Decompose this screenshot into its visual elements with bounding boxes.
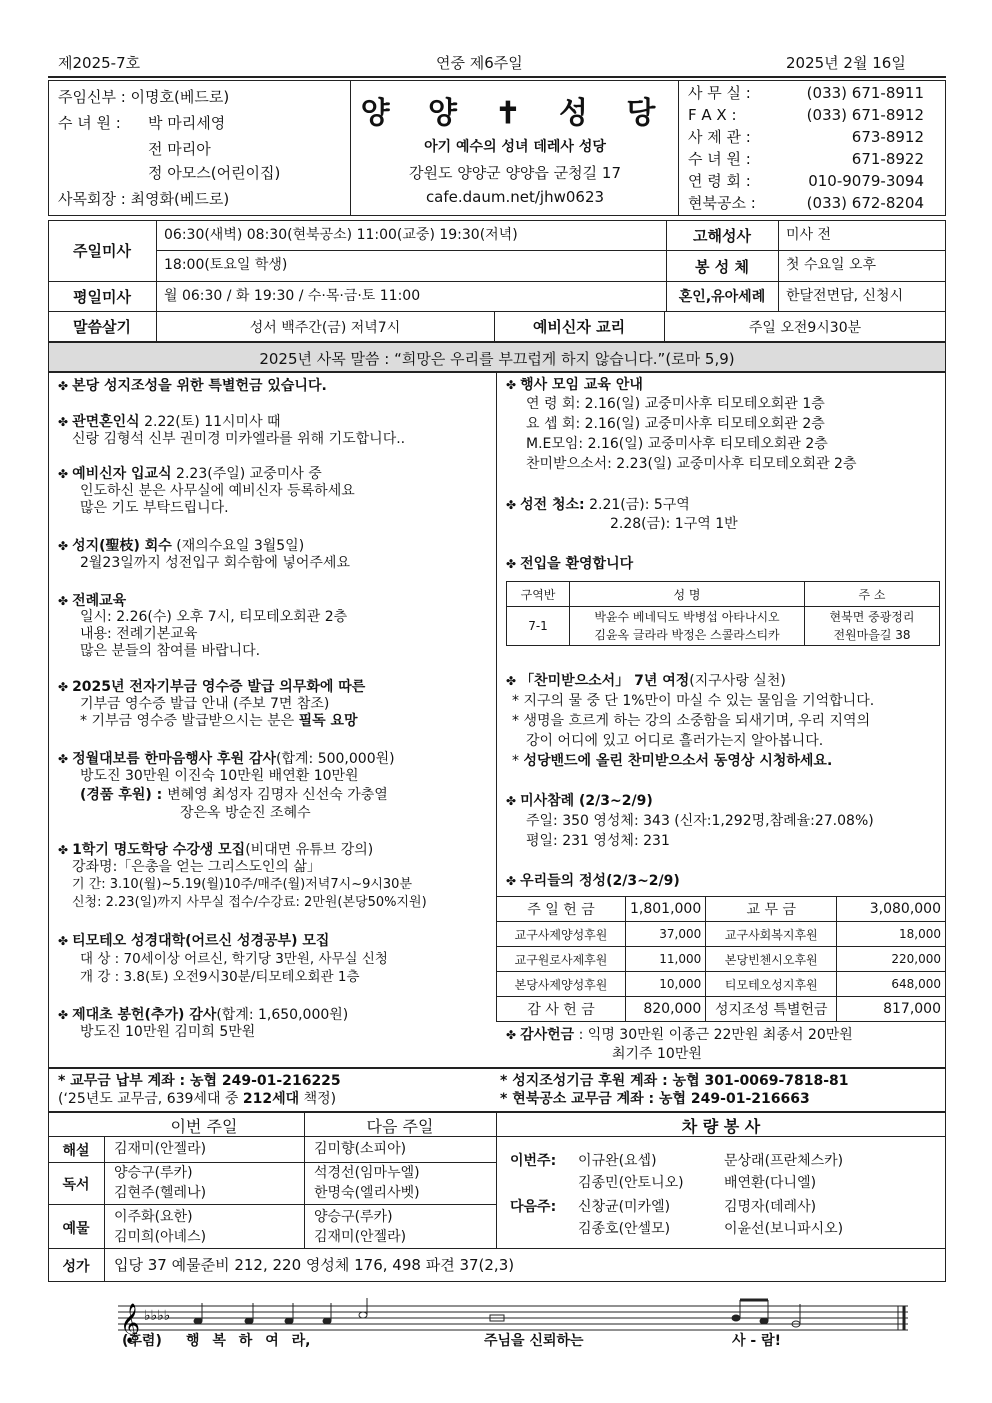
notice-bible-college-l2: 대 상 : 70세이상 어르신, 학기당 3만원, 사무실 신청 [80, 951, 388, 967]
sunday-mass-times: 06:30(새벽) 08:30(현북공소) 11:00(교중) 19:30(저녁) [164, 227, 518, 243]
notice-laudato-l3: * 생명을 흐르게 하는 강의 소중함을 되새기며, 우리 지역의 [512, 713, 871, 729]
lyric-line-1: 행 복 하 여 라, [186, 1333, 311, 1349]
welcome-col-address: 주 소 [805, 582, 940, 607]
contact-number: (033) 672-8204 [806, 194, 924, 212]
notice-receipt: ✤ 2025년 전자기부금 영수증 발급 의무화에 따른 [58, 679, 366, 695]
notice-cleaning-l2: 2.28(금): 1구역 1반 [610, 516, 738, 532]
confession-value: 미사 전 [786, 227, 832, 243]
notice-school: ✤ 1학기 명도학당 수강생 모집(비대면 유튜브 강의) [58, 842, 374, 858]
account-hyeonbuk: * 현북공소 교무금 계좌 : 농협 249-01-216663 [500, 1091, 810, 1107]
notice-attendance: ✤ 미사참례 (2/3~2/9) [506, 793, 653, 809]
car-this-week-1: 이규완(요셉) [578, 1153, 657, 1169]
weekday-mass-label: 평일미사 [73, 288, 131, 306]
welcome-col-name: 성 명 [570, 582, 805, 607]
bullet-icon: ✤ [506, 557, 517, 571]
gifts-this-week-1: 이주화(요한) [114, 1209, 193, 1225]
offering-category: 교구사제양성후원 [497, 922, 626, 947]
nun-1: 박 마리세영 [148, 114, 226, 132]
catechumen-label: 예비신자 교리 [532, 318, 626, 336]
contact-label: 사 제 관 : [688, 128, 751, 146]
welcome-area: 7-1 [507, 607, 570, 646]
notice-cleaning: ✤ 성전 청소: 2.21(금): 5구역 [506, 497, 690, 513]
bullet-icon: ✤ [58, 467, 69, 481]
offering-amount: 10,000 [626, 972, 706, 997]
notice-liturgy: ✤ 전례교육 [58, 593, 127, 609]
welcome-col-area: 구역반 [507, 582, 570, 607]
offering-amount: 1,801,000 [626, 897, 706, 922]
notice-liturgy-l4: 많은 분들의 참여를 바랍니다. [80, 643, 261, 659]
role-reading: 독서 [62, 1177, 90, 1193]
car-this-week-3: 김종민(안토니오) [578, 1175, 684, 1191]
contact-number: 010-9079-3094 [808, 172, 924, 190]
bullet-icon: ✤ [506, 794, 517, 808]
notice-full-moon-l3: (경품 후원) : 변혜영 최성자 김명자 신선숙 가충열 [80, 787, 388, 803]
church-address: 강원도 양양군 양양읍 군청길 17 [408, 164, 622, 182]
bullet-icon: ✤ [58, 843, 69, 857]
notice-full-moon: ✤ 정월대보름 한마음행사 후원 감사(합계: 500,000원) [58, 751, 395, 767]
offering-category: 본당빈첸시오후원 [706, 947, 837, 972]
contact-label: 현북공소 : [688, 194, 756, 212]
hymn-label: 성가 [62, 1259, 90, 1275]
lyric-line-2: 주님을 신뢰하는 [484, 1333, 584, 1349]
offering-category: 감 사 헌 금 [497, 997, 626, 1022]
lyric-refrain: (후렴) [122, 1333, 162, 1349]
notice-laudato-l4: 강이 어디에 있고 어디로 흘러가는지 알아봅니다. [526, 733, 824, 749]
notice-liturgy-l3: 내용: 전례기본교육 [80, 626, 198, 642]
notice-thanks-offering: ✤ 감사헌금 : 익명 30만원 이종근 22만원 최종서 20만원 [506, 1027, 853, 1043]
contact-label: 사 무 실 : [688, 84, 751, 102]
notice-receipt-l2: 기부금 영수증 발급 안내 (주보 7면 참조) [80, 696, 330, 712]
lyric-line-3: 사 - 람! [732, 1333, 781, 1349]
offering-amount: 817,000 [837, 997, 946, 1022]
offering-amount: 11,000 [626, 947, 706, 972]
reading-next-week-2: 한명숙(엘리사벳) [314, 1185, 420, 1201]
weekday-mass-times: 월 06:30 / 화 19:30 / 수·목·금·토 11:00 [164, 288, 421, 304]
wedding-value: 한달전면담, 신청시 [786, 288, 904, 304]
offering-amount: 648,000 [837, 972, 946, 997]
offering-category: 교구사회복지후원 [706, 922, 837, 947]
catechumen-value: 주일 오전9시30분 [748, 320, 862, 336]
car-this-week-label: 이번주: [510, 1153, 557, 1169]
notice-laudato-si: ✤ 「찬미받으소서」 7년 여정(지구사랑 실천) [506, 673, 786, 689]
church-name: 양 양 ✝ 성 당 [360, 96, 670, 131]
notice-school-l3: 기 간: 3.10(월)~5.19(월)10주/매주(월)저녁7시~9시30분 [72, 877, 413, 892]
bullet-icon: ✤ [58, 539, 69, 553]
role-commentary: 해설 [62, 1143, 90, 1159]
car-next-week-3: 김종호(안셀모) [578, 1221, 671, 1237]
role-gifts: 예물 [62, 1221, 90, 1237]
notice-bible-college-l3: 개 강 : 3.8(토) 오전9시30분/티모테오회관 1층 [80, 969, 360, 985]
notice-thanks-offering-l2: 최기주 10만원 [612, 1046, 702, 1062]
bullet-icon: ✤ [58, 415, 69, 429]
contact-number: (033) 671-8911 [806, 84, 924, 102]
offering-row [497, 972, 946, 997]
offering-amount: 18,000 [837, 922, 946, 947]
notice-catechumen-l2: 인도하신 분은 사무실에 예비신자 등록하세요 [80, 483, 355, 499]
offering-amount: 220,000 [837, 947, 946, 972]
bullet-icon: ✤ [506, 674, 517, 688]
issue-number: 제2025-7호 [58, 54, 141, 72]
notice-school-l2: 강좌명:「은총을 얻는 그리스도인의 삶」 [72, 859, 321, 875]
nuns-label: 수 녀 원 : [58, 114, 121, 132]
gifts-next-week-2: 김재미(안젤라) [314, 1229, 407, 1245]
offering-category: 성지조성 특별헌금 [706, 997, 837, 1022]
notice-candle: ✤ 제대초 봉헌(추가) 감사(합계: 1,650,000원) [58, 1007, 349, 1023]
notice-catechumen-l3: 많은 기도 부탁드립니다. [80, 500, 229, 516]
notice-wedding: ✤ 관면혼인식 2.22(토) 11시미사 때 [58, 414, 281, 430]
notice-liturgy-l2: 일시: 2.26(수) 오후 7시, 티모테오회관 2층 [80, 609, 348, 625]
offering-category: 교구원로사제후원 [497, 947, 626, 972]
contact-number: 671-8922 [851, 150, 924, 168]
account-tithe-note: (‘25년도 교무금, 639세대 중 212세대 책정) [58, 1091, 337, 1107]
notice-bible-college: ✤ 티모테오 성경대학(어르신 성경공부) 모집 [58, 933, 330, 949]
council-president: 사목회장 : 최영화(베드로) [58, 190, 230, 208]
offering-amount: 3,080,000 [837, 897, 946, 922]
offering-amount: 820,000 [626, 997, 706, 1022]
offering-table [496, 896, 946, 1022]
bullet-icon: ✤ [58, 379, 69, 393]
notice-receipt-l3: * 기부금 영수증 발급받으시는 분은 필독 요망 [80, 713, 358, 729]
duty-next-week-header: 다음 주일 [366, 1117, 434, 1136]
notice-meetings-l4: M.E모임: 2.16(일) 교중미사후 티모테오회관 2층 [526, 436, 828, 452]
reading-this-week-1: 양승구(루카) [114, 1165, 193, 1181]
notice-school-l4: 신청: 2.23(일)까지 사무실 접수/수강료: 2만원(본당50%지원) [72, 895, 427, 910]
gifts-this-week-2: 김미희(아녜스) [114, 1229, 207, 1245]
notice-catechumen: ✤ 예비신자 입교식 2.23(주일) 교중미사 중 [58, 466, 322, 482]
offering-category: 본당사제양성후원 [497, 972, 626, 997]
pastoral-motto: 2025년 사목 말씀 : “희망은 우리를 부끄럽게 하지 않습니다.”(로마 5,9) [259, 350, 735, 368]
welcome-names: 박윤수 베네딕도 박병섭 아타나시오 김윤옥 글라라 박정은 스콜라스티카 [570, 607, 805, 646]
notice-meetings: ✤ 행사 모임 교육 안내 [506, 377, 643, 393]
contact-number: 673-8912 [851, 128, 924, 146]
offering-row [497, 997, 946, 1022]
communion-label: 봉 성 체 [695, 258, 749, 276]
car-next-week-label: 다음주: [510, 1199, 557, 1215]
word-living-label: 말씀살기 [73, 318, 131, 336]
sunday-mass-student: 18:00(토요일 학생) [164, 257, 288, 273]
commentary-next-week: 김미향(소피아) [314, 1141, 407, 1157]
car-service-header: 차 량 봉 사 [681, 1117, 761, 1136]
car-next-week-4: 이윤선(보니파시오) [724, 1221, 844, 1237]
contact-number: (033) 671-8912 [806, 106, 924, 124]
car-this-week-4: 배연환(다니엘) [724, 1175, 817, 1191]
sunday-mass-label: 주일미사 [73, 242, 131, 260]
welcome-table [506, 581, 940, 646]
car-next-week-1: 신창균(미카엘) [578, 1199, 671, 1215]
nun-2: 전 마리아 [148, 140, 211, 158]
offering-amount: 37,000 [626, 922, 706, 947]
bullet-icon: ✤ [58, 594, 69, 608]
contact-label: F A X : [688, 106, 737, 124]
commentary-this-week: 김재미(안젤라) [114, 1141, 207, 1157]
account-tithe: * 교무금 납부 계좌 : 농협 249-01-216225 [58, 1073, 341, 1089]
church-subtitle: 아기 예수의 성녀 데레사 성당 [424, 139, 606, 155]
bullet-icon: ✤ [506, 874, 517, 888]
notice-meetings-l3: 요 셉 회: 2.16(일) 교중미사후 티모테오회관 2층 [526, 416, 825, 432]
treble-clef-icon: 𝄞 [120, 1303, 141, 1343]
top-rule [48, 76, 946, 78]
reading-this-week-2: 김현주(헬레나) [114, 1185, 207, 1201]
church-cafe-link[interactable]: cafe.daum.net/jhw0623 [425, 188, 605, 206]
pastor: 주임신부 : 이명호(베드로) [58, 88, 230, 106]
welcome-address: 현북면 중광정리 전원마을길 38 [805, 607, 940, 646]
wedding-label: 혼인,유아세례 [678, 289, 766, 305]
offering-category: 주 일 헌 금 [497, 897, 626, 922]
notice-meetings-l2: 연 령 회: 2.16(일) 교중미사후 티모테오회관 1층 [526, 396, 825, 412]
offering-row [497, 922, 946, 947]
notice-attendance-l2: 주일: 350 영성체: 343 (신자:1,292명,참례율:27.08%) [526, 813, 874, 829]
offering-row [497, 897, 946, 922]
notice-candle-l2: 방도진 10만원 김미희 5만원 [80, 1024, 256, 1040]
contact-label: 수 녀 원 : [688, 150, 751, 168]
hymn-numbers: 입당 37 예물준비 212, 220 영성체 176, 498 파견 37(2,3) [114, 1256, 515, 1274]
bullet-icon: ✤ [58, 934, 69, 948]
car-this-week-2: 문상래(프란체스카) [724, 1153, 844, 1169]
notice-laudato-l5: * 성당밴드에 올린 찬미받으소서 동영상 시청하세요. [512, 753, 833, 769]
contact-label: 연 령 회 : [688, 172, 751, 190]
notice-welcome: ✤ 전입을 환영합니다 [506, 556, 634, 572]
notice-wedding-detail: 신랑 김형석 신부 권미경 미카엘라를 위해 기도합니다.. [72, 431, 406, 447]
offering-row [497, 947, 946, 972]
notice-laudato-l2: * 지구의 물 중 단 1%만이 마실 수 있는 물임을 기억합니다. [512, 693, 875, 709]
bullet-icon: ✤ [58, 752, 69, 766]
notice-full-moon-l4: 장은옥 방순진 조혜수 [180, 805, 311, 821]
notice-special-offering: ✤ 본당 성지조성을 위한 특별헌금 있습니다. [58, 378, 327, 394]
notice-attendance-l3: 평일: 231 영성체: 231 [526, 833, 670, 849]
flat-signs-icon: ♭♭♭♭ [144, 1308, 171, 1324]
confession-label: 고해성사 [693, 227, 751, 245]
offering-category: 교 무 금 [706, 897, 837, 922]
duty-this-week-header: 이번 주일 [170, 1117, 238, 1136]
gifts-next-week-1: 양승구(루카) [314, 1209, 393, 1225]
communion-value: 첫 수요일 오후 [786, 257, 877, 273]
reading-next-week-1: 석경선(임마누엘) [314, 1165, 420, 1181]
bullet-icon: ✤ [58, 680, 69, 694]
bullet-icon: ✤ [506, 498, 517, 512]
notice-meetings-l5: 찬미받으소서: 2.23(일) 교중미사후 티모테오회관 2층 [526, 456, 857, 472]
notice-palm: ✤ 성지(聖枝) 회수 (재의수요일 3월5일) [58, 538, 305, 554]
nun-3: 정 아모스(어린이집) [148, 164, 281, 182]
liturgical-week: 연중 제6주일 [436, 54, 523, 72]
notice-palm-l2: 2월23일까지 성전입구 회수함에 넣어주세요 [80, 555, 350, 571]
car-next-week-2: 김명자(데레사) [724, 1199, 817, 1215]
bullet-icon: ✤ [506, 378, 517, 392]
offering-category: 티모테오성지후원 [706, 972, 837, 997]
bulletin-date: 2025년 2월 16일 [786, 54, 906, 72]
bullet-icon: ✤ [506, 1028, 517, 1042]
bullet-icon: ✤ [58, 1008, 69, 1022]
notice-offering: ✤ 우리들의 정성(2/3~2/9) [506, 873, 680, 889]
word-living-value: 성서 백주간(금) 저녁7시 [249, 320, 401, 336]
notice-full-moon-l2: 방도진 30만원 이진숙 10만원 배연환 10만원 [80, 768, 359, 784]
account-shrine: * 성지조성기금 후원 계좌 : 농협 301-0069-7818-81 [500, 1073, 849, 1089]
